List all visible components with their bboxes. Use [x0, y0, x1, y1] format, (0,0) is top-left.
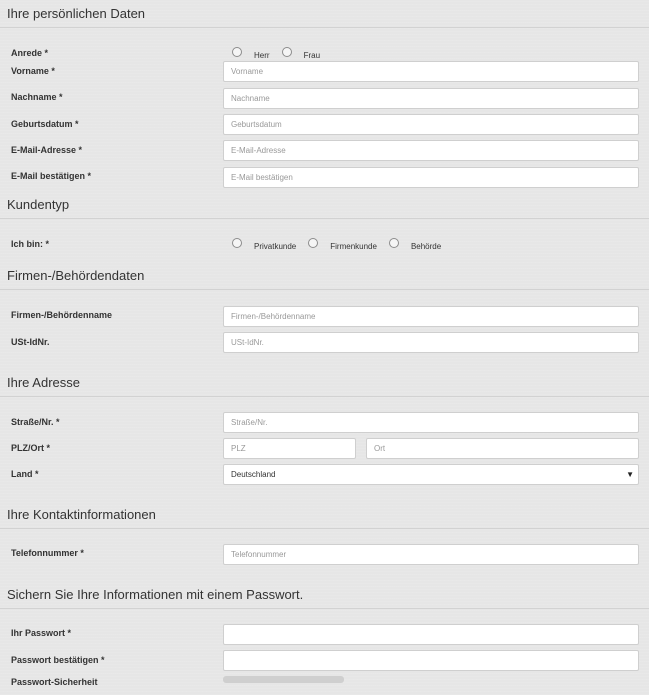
section-title-company: Firmen-/Behördendaten: [7, 268, 145, 283]
radio-privatkunde[interactable]: [232, 238, 242, 248]
section-title-address: Ihre Adresse: [7, 375, 80, 390]
password-strength-bar: [223, 676, 344, 683]
radio-behoerde[interactable]: [389, 238, 399, 248]
company-name-input[interactable]: Firmen-/Behördenname: [223, 306, 639, 327]
radio-frau-label[interactable]: Frau: [303, 50, 321, 60]
iam-label: Ich bin: *: [11, 239, 49, 249]
section-divider: [0, 528, 649, 529]
radio-firmenkunde[interactable]: [308, 238, 318, 248]
section-title-customer-type: Kundentyp: [7, 197, 70, 212]
radio-herr-label[interactable]: Herr: [254, 50, 270, 60]
email-confirm-label: E-Mail bestätigen *: [11, 171, 92, 181]
email-label: E-Mail-Adresse *: [11, 145, 83, 155]
radio-frau[interactable]: [282, 47, 292, 57]
phone-input[interactable]: Telefonnummer: [223, 544, 639, 565]
section-divider: [0, 289, 649, 290]
password-input[interactable]: [223, 624, 639, 645]
lastname-label: Nachname *: [11, 92, 63, 102]
zip-input[interactable]: PLZ: [223, 438, 356, 459]
birthdate-label: Geburtsdatum *: [11, 119, 79, 129]
city-input[interactable]: Ort: [366, 438, 639, 459]
password-confirm-label: Passwort bestätigen *: [11, 655, 105, 665]
section-divider: [0, 27, 649, 28]
country-select-value: Deutschland: [231, 470, 276, 479]
section-divider: [0, 608, 649, 609]
section-title-contact: Ihre Kontaktinformationen: [7, 507, 156, 522]
birthdate-input[interactable]: Geburtsdatum: [223, 114, 639, 135]
password-confirm-input[interactable]: [223, 650, 639, 671]
section-divider: [0, 396, 649, 397]
country-select[interactable]: [223, 464, 639, 485]
section-title-personal: Ihre persönlichen Daten: [7, 6, 146, 21]
section-divider: [0, 218, 649, 219]
lastname-input[interactable]: Nachname: [223, 88, 639, 109]
vat-label: USt-IdNr.: [11, 337, 50, 347]
vat-input[interactable]: USt-IdNr.: [223, 332, 639, 353]
password-strength-label: Passwort-Sicherheit: [11, 677, 98, 687]
radio-firmenkunde-label[interactable]: Firmenkunde: [330, 241, 377, 251]
section-title-password: Sichern Sie Ihre Informationen mit einem Passwort.: [7, 587, 304, 602]
chevron-down-icon: ▼: [626, 470, 634, 479]
customer-type-radio-group: [232, 241, 453, 251]
salutation-label: Anrede *: [11, 48, 49, 58]
email-confirm-input[interactable]: E-Mail bestätigen: [223, 167, 639, 188]
street-input[interactable]: Straße/Nr.: [223, 412, 639, 433]
email-input[interactable]: E-Mail-Adresse: [223, 140, 639, 161]
phone-label: Telefonnummer *: [11, 548, 84, 558]
country-label: Land *: [11, 469, 39, 479]
salutation-radio-group: [232, 50, 332, 60]
street-label: Straße/Nr. *: [11, 417, 60, 427]
radio-behoerde-label[interactable]: Behörde: [410, 241, 442, 251]
firstname-label: Vorname *: [11, 66, 55, 76]
radio-privatkunde-label[interactable]: Privatkunde: [254, 241, 297, 251]
firstname-input[interactable]: Vorname: [223, 61, 639, 82]
zip-city-label: PLZ/Ort *: [11, 443, 51, 453]
radio-herr[interactable]: [232, 47, 242, 57]
password-label: Ihr Passwort *: [11, 628, 72, 638]
company-name-label: Firmen-/Behördenname: [11, 310, 113, 320]
